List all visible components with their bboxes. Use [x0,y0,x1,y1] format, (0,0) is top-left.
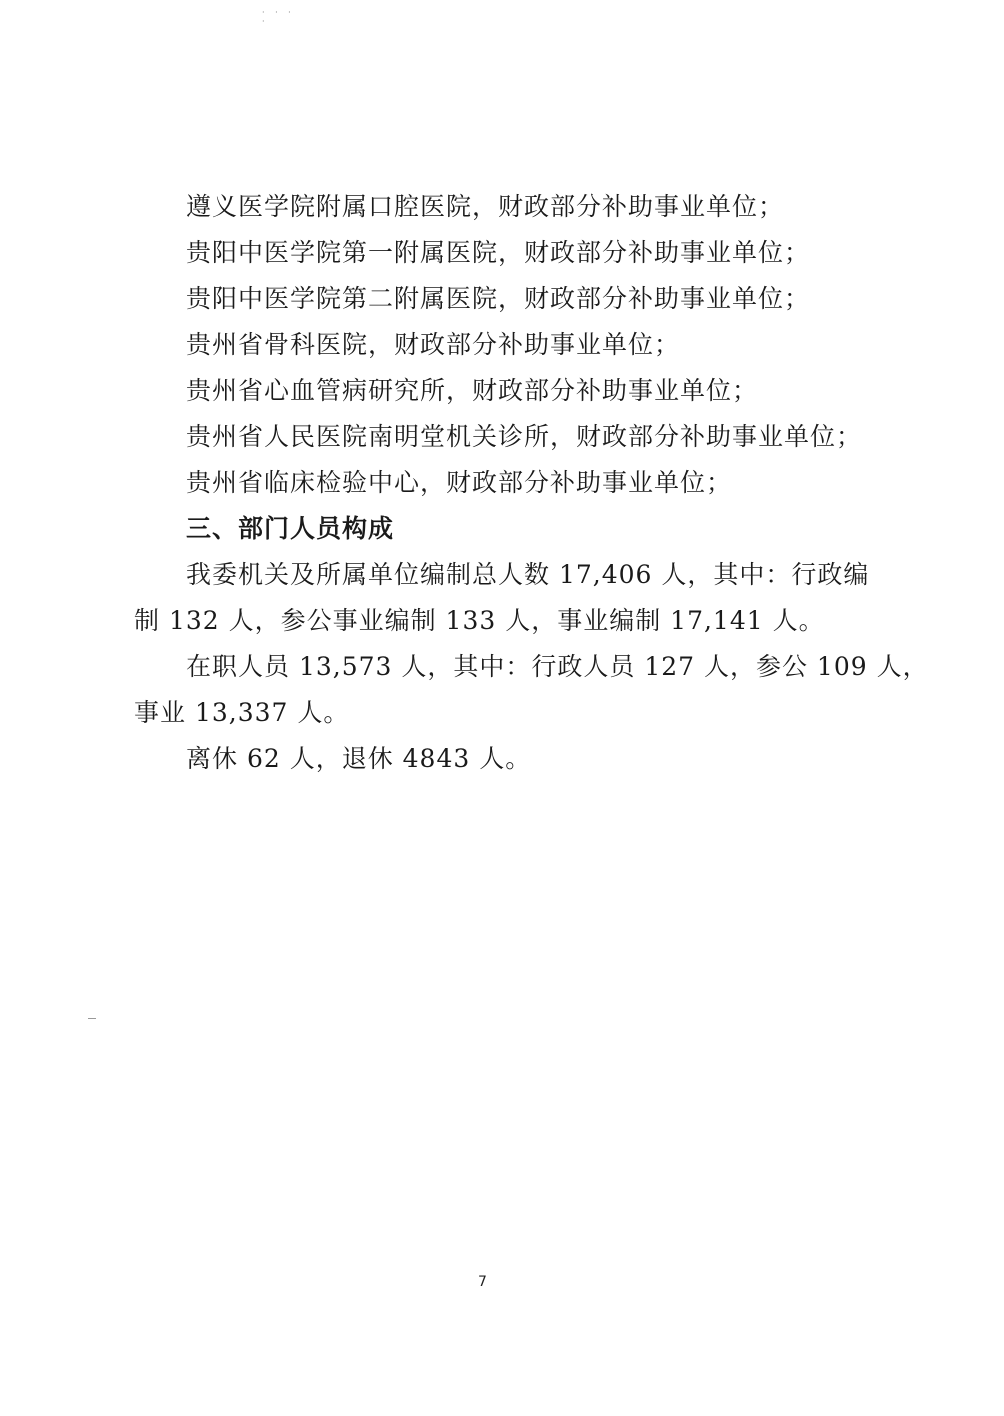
page-number: 7 [478,1274,487,1290]
unit-line: 贵阳中医学院第一附属医院，财政部分补助事业单位； [186,238,811,267]
unit-line: 贵州省心血管病研究所，财政部分补助事业单位； [186,376,759,405]
staffing-paragraph-2-line-2: 事业 13,337 人。 [134,698,350,727]
section-heading: 三、部门人员构成 [186,514,395,543]
staffing-paragraph-1-line-2: 制 132 人，参公事业编制 133 人，事业编制 17,141 人。 [134,606,825,635]
unit-line: 贵阳中医学院第二附属医院，财政部分补助事业单位； [186,284,811,313]
staffing-paragraph-3: 离休 62 人，退休 4843 人。 [186,744,532,773]
unit-line: 遵义医学院附属口腔医院，财政部分补助事业单位； [186,192,785,221]
scan-speck: · · · · [262,8,295,26]
staffing-paragraph-1-line-1: 我委机关及所属单位编制总人数 17,406 人，其中：行政编 [186,560,870,589]
scan-mark [88,1018,96,1019]
unit-line: 贵州省临床检验中心，财政部分补助事业单位； [186,468,733,497]
unit-line: 贵州省骨科医院，财政部分补助事业单位； [186,330,681,359]
unit-line: 贵州省人民医院南明堂机关诊所，财政部分补助事业单位； [186,422,863,451]
staffing-paragraph-2-line-1: 在职人员 13,573 人，其中：行政人员 127 人，参公 109 人， [186,652,929,681]
